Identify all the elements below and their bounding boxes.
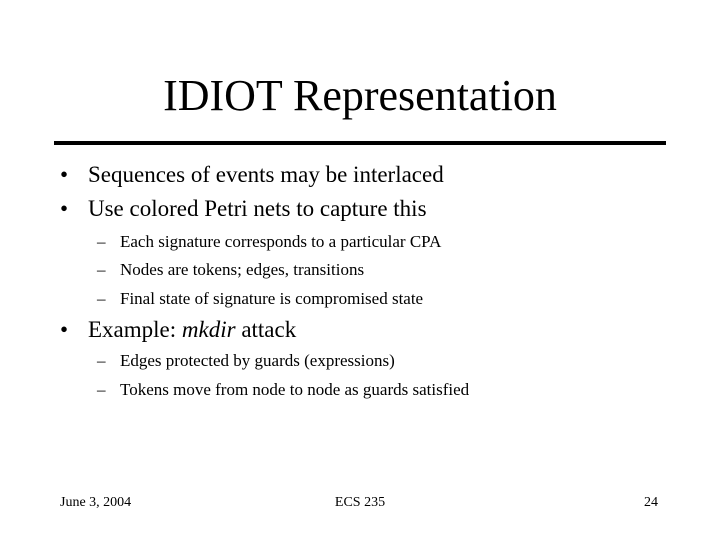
footer-date: June 3, 2004 <box>60 495 132 510</box>
sub-bullet-text: Edges protected by guards (expressions) <box>120 351 395 370</box>
bullet-marker: • <box>60 317 69 342</box>
sub-bullet-marker: – <box>97 380 106 399</box>
slide-title: IDIOT Representation <box>163 71 557 120</box>
sub-bullet-marker: – <box>97 351 106 370</box>
footer-course: ECS 235 <box>334 495 386 510</box>
bullet-text-suffix: attack <box>235 317 297 342</box>
sub-bullet-marker: – <box>97 260 106 279</box>
title-divider <box>54 141 666 145</box>
bullet-text: Use colored Petri nets to capture this <box>88 196 427 221</box>
footer-page-number: 24 <box>644 495 658 510</box>
bullet-text-prefix: Example: <box>88 317 182 342</box>
bullet-marker: • <box>60 196 69 221</box>
sub-bullet-text: Nodes are tokens; edges, transitions <box>120 260 365 279</box>
bullet-text: Sequences of events may be interlaced <box>88 162 444 187</box>
sub-bullet-marker: – <box>97 232 106 251</box>
sub-bullet-text: Each signature corresponds to a particular CPA <box>120 232 442 251</box>
sub-bullet-marker: – <box>97 289 106 308</box>
bullet-marker: • <box>60 162 69 187</box>
sub-bullet-text: Tokens move from node to node as guards satisfied <box>120 380 470 399</box>
sub-bullet-text: Final state of signature is compromised state <box>120 289 424 308</box>
bullet-text-emphasis: mkdir <box>181 317 236 342</box>
bullet-text <box>88 316 296 344</box>
